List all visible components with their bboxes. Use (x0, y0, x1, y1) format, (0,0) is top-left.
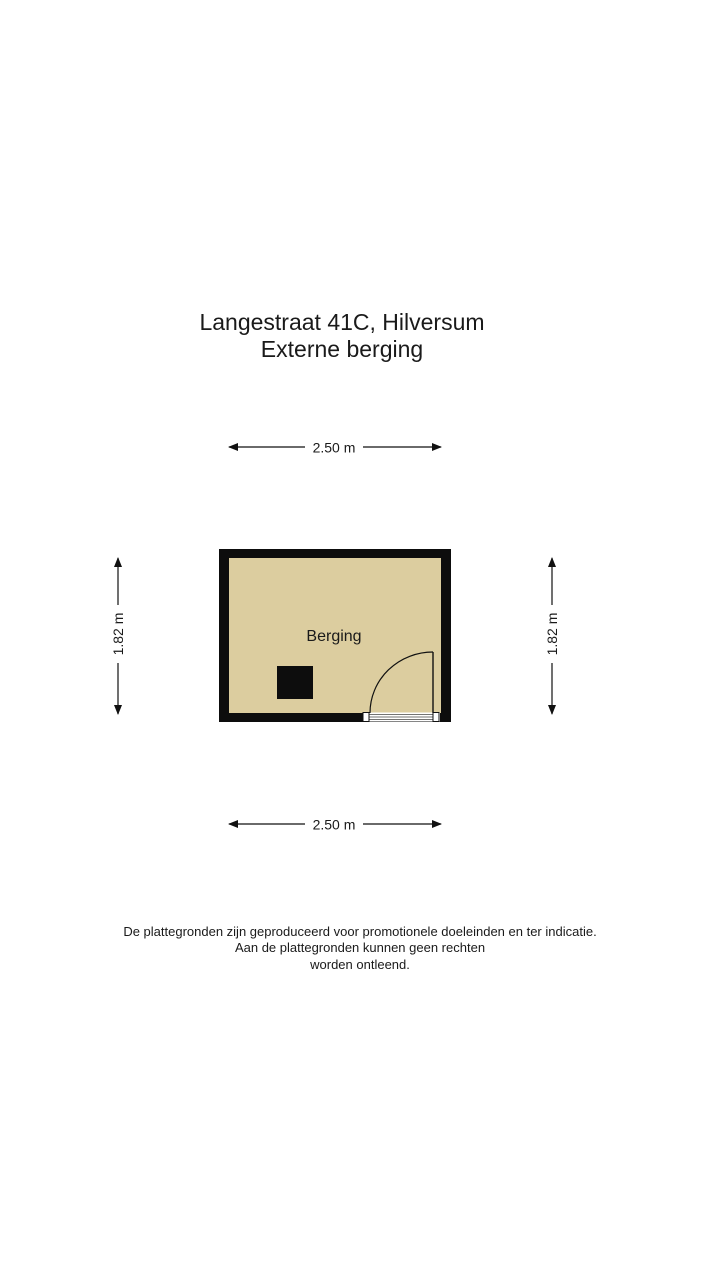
left-dimension (110, 558, 126, 714)
bottom-dimension (229, 817, 441, 833)
disclaimer-line-2: Aan de plattegronden kunnen geen rechten (234, 940, 486, 955)
left-dimension-label: 1.82 m (110, 612, 126, 656)
floorplan-subtitle: Externe berging (260, 336, 424, 362)
room-berging (219, 549, 451, 722)
disclaimer-line-1: De plattegronden zijn geproduceerd voor promotionele doeleinden en ter indicatie. (123, 924, 597, 939)
door-jamb-left (363, 713, 369, 722)
room-label: Berging (306, 628, 362, 645)
disclaimer-line-3: worden ontleend. (310, 957, 410, 972)
right-dimension-label: 1.82 m (544, 612, 560, 656)
top-dimension (229, 440, 441, 456)
right-dimension (544, 558, 560, 714)
bottom-dimension-label: 2.50 m (312, 816, 356, 833)
column-block (277, 666, 313, 699)
door-jamb-right (433, 713, 439, 722)
floorplan-address-title: Langestraat 41C, Hilversum (199, 309, 485, 335)
top-dimension-label: 2.50 m (312, 439, 356, 456)
